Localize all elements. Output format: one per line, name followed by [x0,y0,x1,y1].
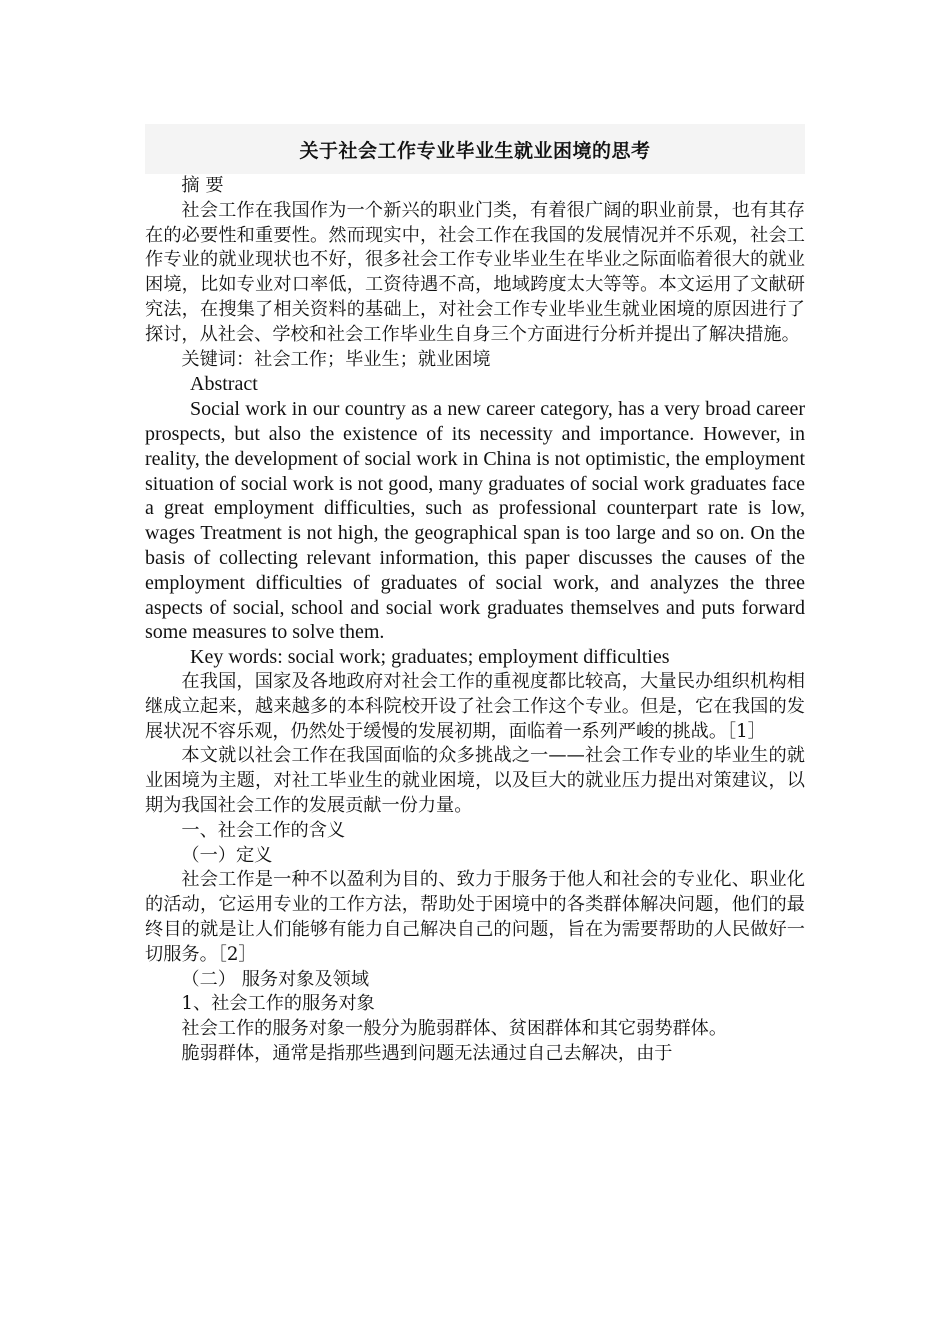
keywords-en: Key words: social work; graduates; employment difficulties [190,646,670,669]
vulnerable-groups-paragraph: 脆弱群体，通常是指那些遇到问题无法通过自己去解决，由于 [181,1042,673,1064]
document-title: 关于社会工作专业毕业生就业困境的思考 [299,139,651,162]
abstract-cn-paragraph: 社会工作在我国作为一个新兴的职业门类，有着很广阔的职业前景，也有其存在的必要性和重要性。然而现实中，社会工作在我国的发展情况并不乐观，社会工作专业的就业现状也不好，很多社会工作专业毕业生在毕业之际面临着很大的就业困境，比如专业对口率低，工资待遇不高，地域跨度太大等等。本文运用了文献研究法，在搜集了相关资料的基础上，对社会工作专业毕业生就业困境的原因进行了探讨，从社会、学校和社会工作毕业生自身三个方面进行分析并提出了解决措施。 [145,199,805,345]
subsection-heading-1-1: （一）定义 [181,844,273,866]
keywords-cn: 关键词：社会工作；毕业生；就业困境 [181,348,491,370]
abstract-heading: 摘 要 [181,175,224,196]
abstract-en-heading: Abstract [190,373,258,396]
document-page [145,124,805,1067]
intro-paragraph-2: 本文就以社会工作在我国面临的众多挑战之一——社会工作专业的毕业生的就业困境为主题，对社工毕业生的就业困境，以及巨大的就业压力提出对策建议，以期为我国社会工作的发展贡献一份力量。 [145,745,805,816]
intro-paragraph-1: 在我国，国家及各地政府对社会工作的重视度都比较高，大量民办组织机构相继成立起来，越来越多的本科院校开设了社会工作这个专业。但是，它在我国的发展状况不容乐观，仍然处于缓慢的发展初期，面临着一系列严峻的挑战。［1］ [145,670,805,742]
subsection-heading-1-2: （二） 服务对象及领域 [181,968,370,990]
definition-paragraph: 社会工作是一种不以盈利为目的、致力于服务于他人和社会的专业化、职业化的活动，它运用专业的工作方法，帮助处于困境中的各类群体解决问题，他们的最终目的就是让人们能够有能力自己解决自己的问题，旨在为需要帮助的人民做好一切服务。［2］ [145,869,805,965]
title-bar [145,124,805,174]
section-heading-1: 一、社会工作的含义 [181,819,346,841]
subsection-heading-1-2-1: 1、社会工作的服务对象 [181,993,375,1015]
service-objects-paragraph: 社会工作的服务对象一般分为脆弱群体、贫困群体和其它弱势群体。 [181,1018,728,1040]
abstract-en-paragraph: Social work in our country as a new career category, has a very broad career prospects, but also the existence of its necessity and importance. However, in reality, the development of social work in China is not optimistic, the employment situation of social work is not good, many graduates of social work graduates face a great employment difficulties, such as professional counterpart rate is low, wages Treatment is not high, the geographical span is too large and so on. On the basis of collecting relevant information, this paper discusses the causes of the employment difficulties of graduates of social work, and analyzes the three aspects of social, school and social work graduates themselves and puts forward some measures to solve them. [145,398,805,644]
